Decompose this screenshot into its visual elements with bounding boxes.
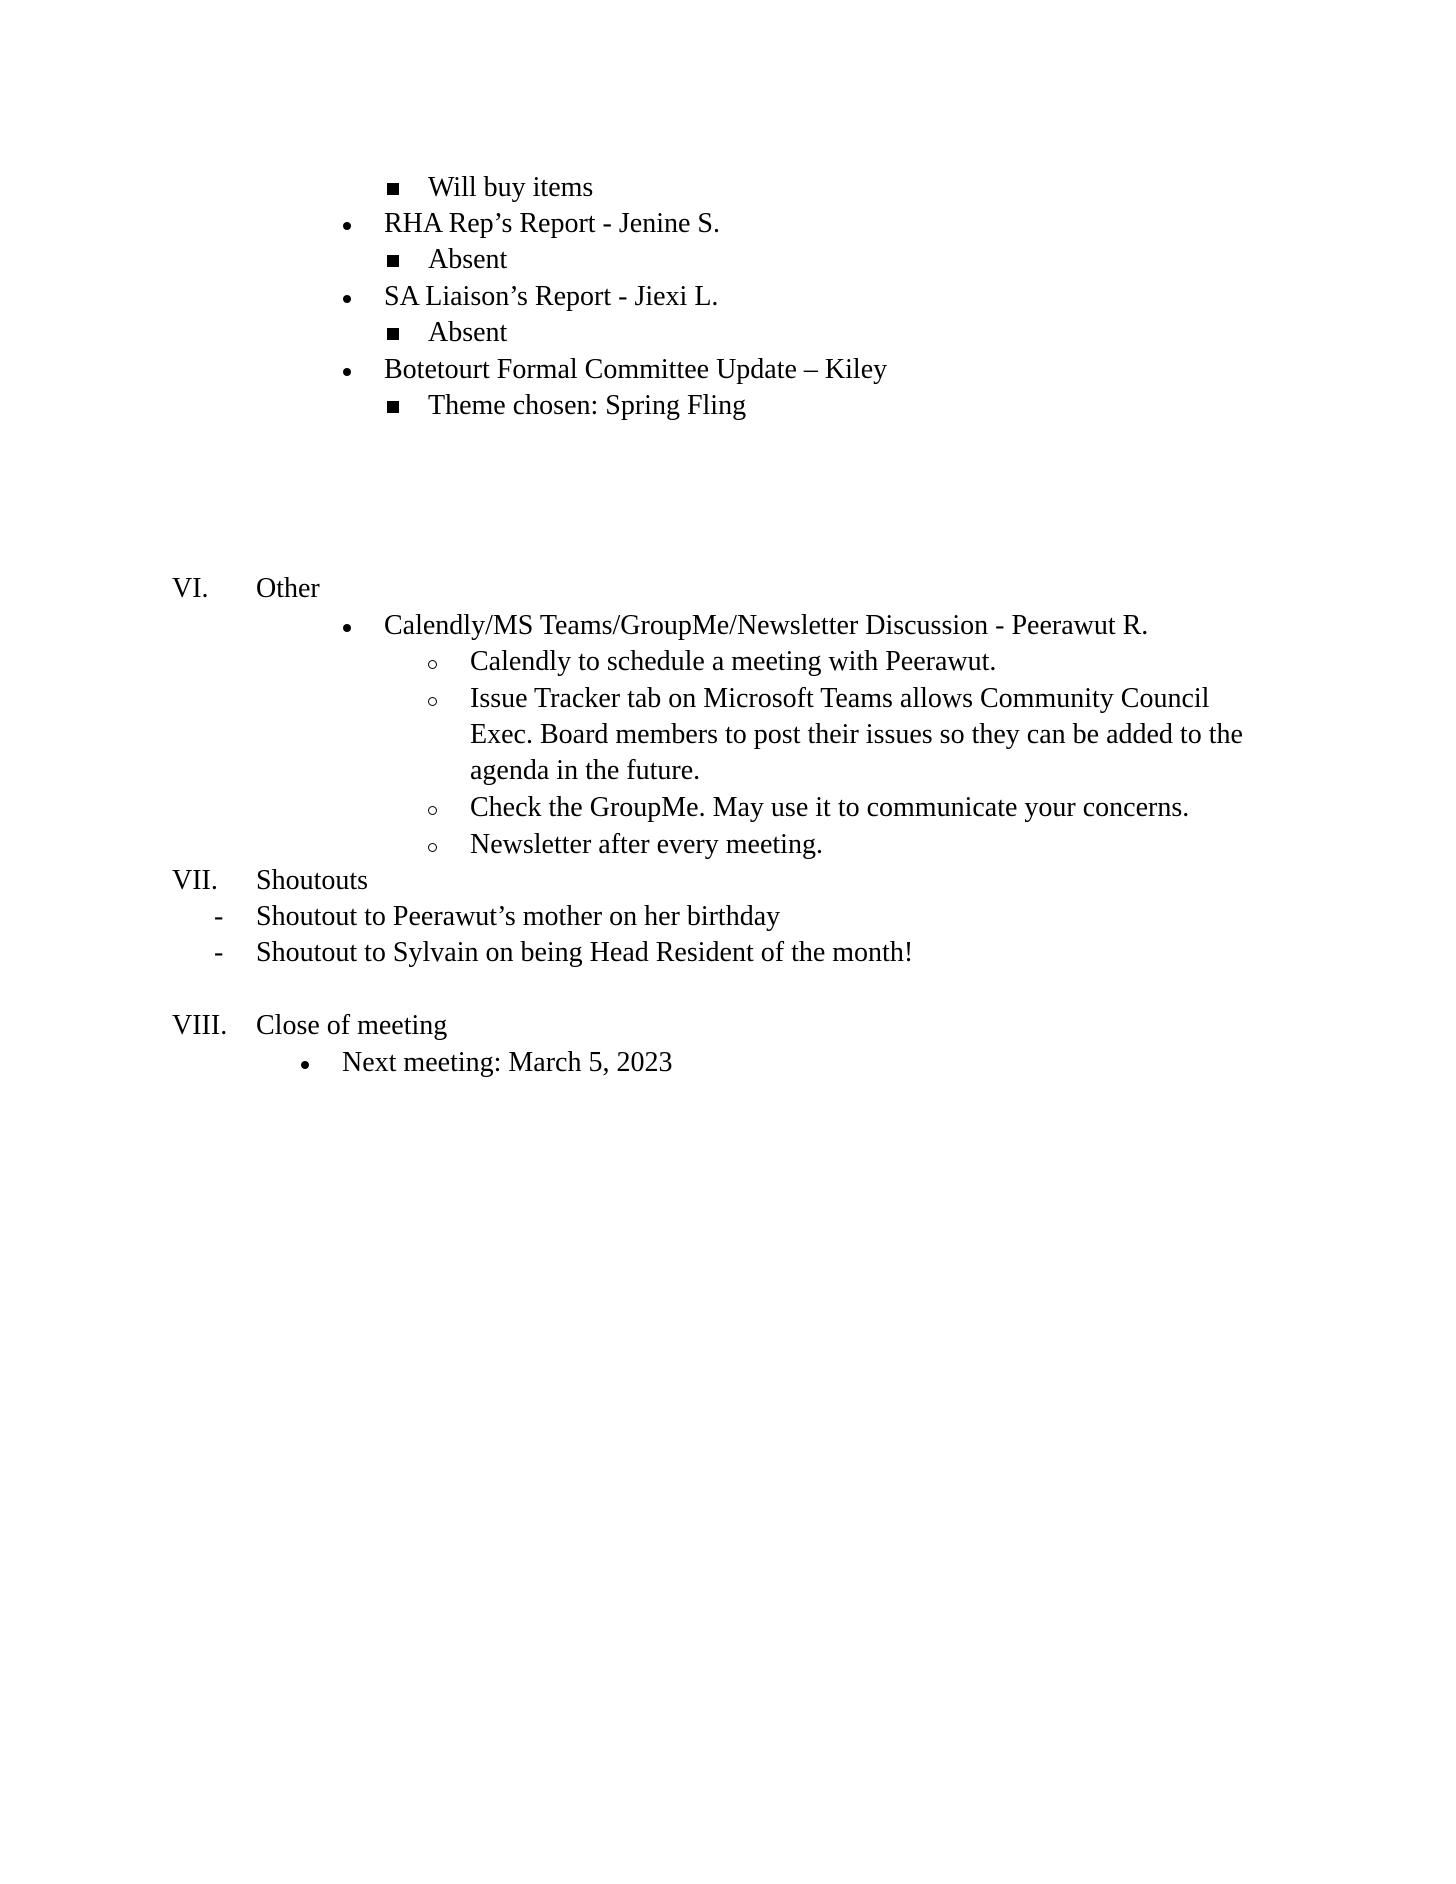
list-item-issue-tracker-cont: Exec. Board members to post their issues so they can be added to the bbox=[470, 719, 1243, 750]
list-item-rha-absent: Absent bbox=[428, 244, 508, 275]
square-bullet-icon bbox=[387, 401, 399, 413]
hollow-bullet-icon bbox=[428, 806, 437, 815]
bullet-icon bbox=[343, 368, 351, 376]
list-item-calendly: Calendly to schedule a meeting with Peerawut. bbox=[470, 646, 997, 677]
list-item-shoutout-sylvain: Shoutout to Sylvain on being Head Resident of the month! bbox=[256, 937, 914, 968]
square-bullet-icon bbox=[387, 183, 399, 195]
list-item-will-buy-items: Will buy items bbox=[428, 172, 594, 203]
section-viii-title: Close of meeting bbox=[256, 1010, 448, 1041]
list-item-issue-tracker: Issue Tracker tab on Microsoft Teams allows Community Council bbox=[470, 683, 1210, 714]
list-item-sa-absent: Absent bbox=[428, 317, 508, 348]
dash-bullet-icon: - bbox=[214, 901, 224, 932]
list-item-rha-report: RHA Rep’s Report - Jenine S. bbox=[384, 208, 720, 239]
section-vii-title: Shoutouts bbox=[256, 865, 369, 896]
hollow-bullet-icon bbox=[428, 697, 437, 706]
bullet-icon bbox=[343, 295, 351, 303]
bullet-icon bbox=[301, 1061, 309, 1069]
list-item-groupme: Check the GroupMe. May use it to communicate your concerns. bbox=[470, 792, 1190, 823]
list-item-issue-tracker-cont2: agenda in the future. bbox=[470, 755, 701, 786]
list-item-newsletter: Newsletter after every meeting. bbox=[470, 829, 823, 860]
list-item-sa-report: SA Liaison’s Report - Jiexi L. bbox=[384, 281, 719, 312]
list-item-theme-chosen: Theme chosen: Spring Fling bbox=[428, 390, 747, 421]
bullet-icon bbox=[343, 222, 351, 230]
bullet-icon bbox=[343, 624, 351, 632]
list-item-shoutout-mother: Shoutout to Peerawut’s mother on her birthday bbox=[256, 901, 781, 932]
section-vii-numeral: VII. bbox=[172, 865, 218, 896]
hollow-bullet-icon bbox=[428, 843, 437, 852]
list-item-discussion: Calendly/MS Teams/GroupMe/Newsletter Discussion - Peerawut R. bbox=[384, 610, 1149, 641]
hollow-bullet-icon bbox=[428, 660, 437, 669]
square-bullet-icon bbox=[387, 328, 399, 340]
list-item-next-meeting: Next meeting: March 5, 2023 bbox=[342, 1047, 673, 1078]
section-vi-numeral: VI. bbox=[172, 573, 209, 604]
section-viii-numeral: VIII. bbox=[172, 1010, 228, 1041]
square-bullet-icon bbox=[387, 255, 399, 267]
section-vi-title: Other bbox=[256, 573, 320, 604]
list-item-formal-update: Botetourt Formal Committee Update – Kiley bbox=[384, 354, 888, 385]
dash-bullet-icon: - bbox=[214, 937, 224, 968]
